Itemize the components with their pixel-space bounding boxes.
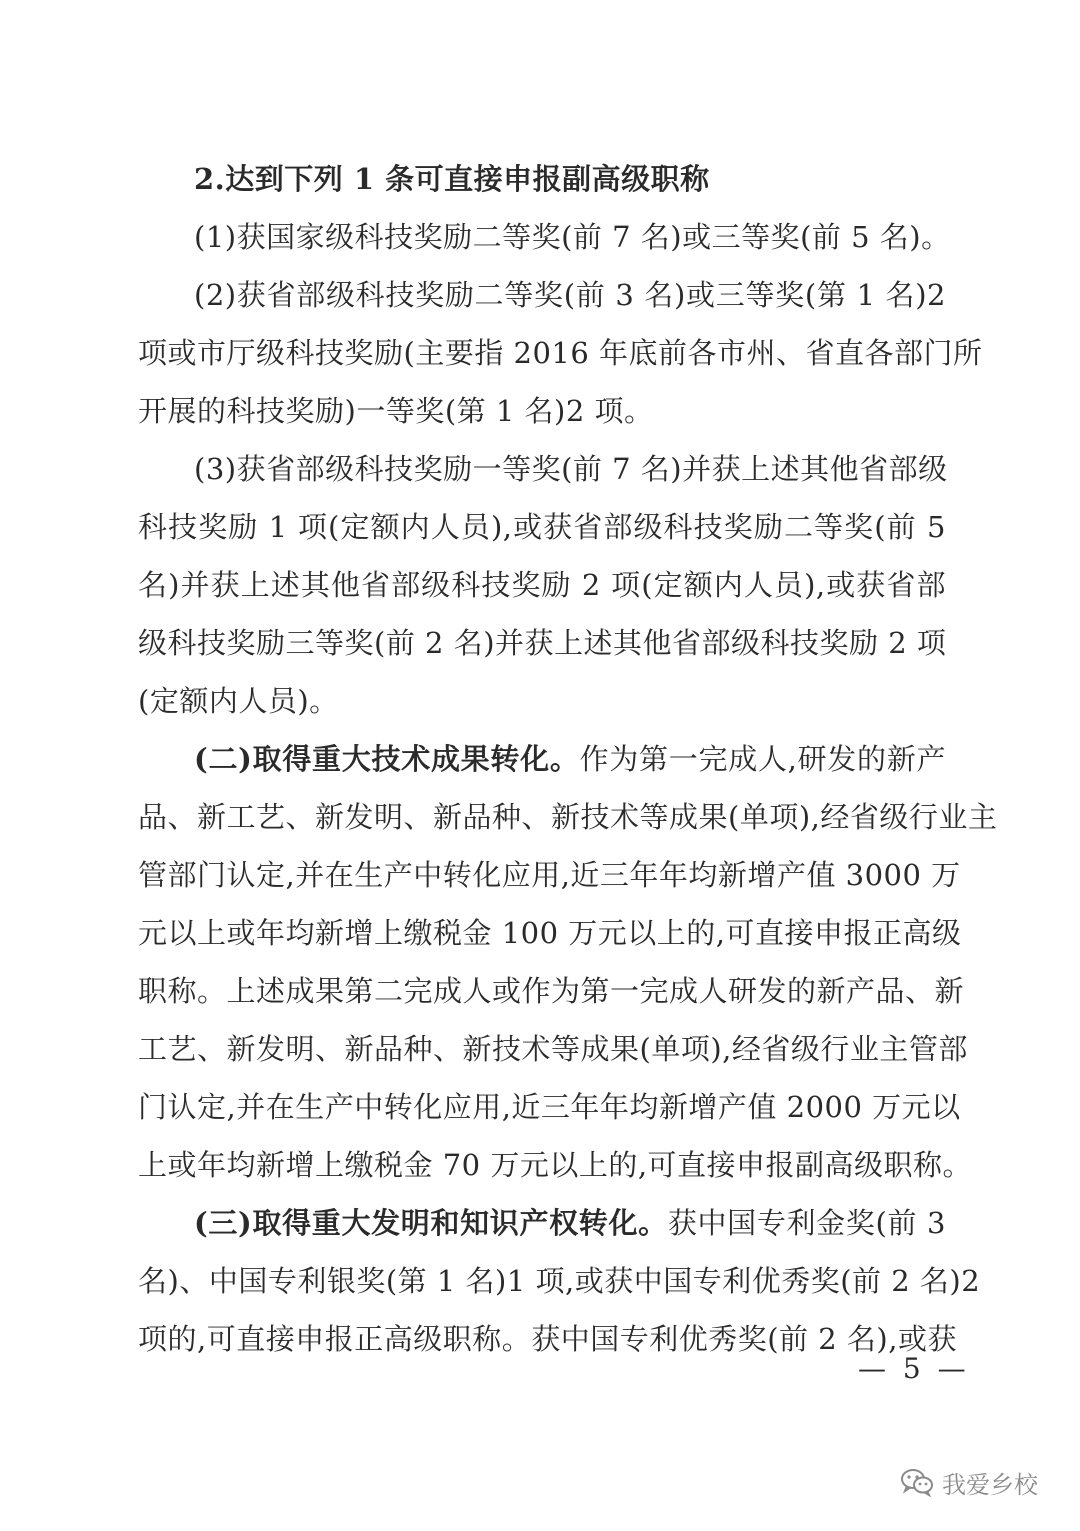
text-line: 职称。上述成果第二完成人或作为第一完成人研发的新产品、新 — [138, 974, 965, 1008]
section-heading: (三)取得重大发明和知识产权转化。 — [194, 1206, 668, 1240]
text-line: 品、新工艺、新发明、新品种、新技术等成果(单项),经省级行业主 — [138, 800, 998, 834]
text-line: (定额内人员)。 — [138, 684, 339, 718]
text-line: 2.达到下列 1 条可直接申报副高级职称 — [194, 162, 710, 196]
text-line: (2)获省部级科技奖励二等奖(前 3 名)或三等奖(第 1 名)2 — [194, 278, 946, 312]
text-line: 名)并获上述其他省部级科技奖励 2 项(定额内人员),或获省部 — [138, 568, 946, 602]
wechat-icon — [900, 1467, 934, 1497]
text-line: 门认定,并在生产中转化应用,近三年年均新增产值 2000 万元以 — [138, 1090, 961, 1124]
watermark-text: 我爱乡校 — [942, 1470, 1038, 1499]
text-line: 项或市厅级科技奖励(主要指 2016 年底前各市州、省直各部门所 — [138, 336, 983, 370]
watermark — [900, 1462, 1038, 1502]
text-line: 元以上或年均新增上缴税金 100 万元以上的,可直接申报正高级 — [138, 916, 962, 950]
text-line: 科技奖励 1 项(定额内人员),或获省部级科技奖励二等奖(前 5 — [138, 510, 946, 544]
text-line: (1)获国家级科技奖励二等奖(前 7 名)或三等奖(前 5 名)。 — [194, 220, 951, 254]
text-line — [138, 1194, 946, 1252]
text-line: 管部门认定,并在生产中转化应用,近三年年均新增产值 3000 万 — [138, 858, 961, 892]
text-line: 名)、中国专利银奖(第 1 名)1 项,或获中国专利优秀奖(前 2 名)2 — [138, 1264, 981, 1298]
text-line: 项的,可直接申报正高级职称。获中国专利优秀奖(前 2 名),或获 — [138, 1322, 957, 1356]
text-line: 级科技奖励三等奖(前 2 名)并获上述其他省部级科技奖励 2 项 — [138, 626, 947, 660]
text-line: 上或年均新增上缴税金 70 万元以上的,可直接申报副高级职称。 — [138, 1148, 973, 1182]
text-line: 开展的科技奖励)一等奖(第 1 名)2 项。 — [138, 394, 654, 428]
text-line: 工艺、新发明、新品种、新技术等成果(单项),经省级行业主管部 — [138, 1032, 968, 1066]
document-body — [138, 150, 998, 1368]
page-number: — 5 — — [858, 1352, 970, 1385]
line-text: 获中国专利金奖(前 3 — [667, 1206, 947, 1240]
line-text: 作为第一完成人,研发的新产 — [579, 742, 946, 776]
text-line — [138, 730, 946, 788]
text-line: (3)获省部级科技奖励一等奖(前 7 名)并获上述其他省部级 — [194, 452, 948, 486]
section-heading: (二)取得重大技术成果转化。 — [194, 742, 580, 776]
